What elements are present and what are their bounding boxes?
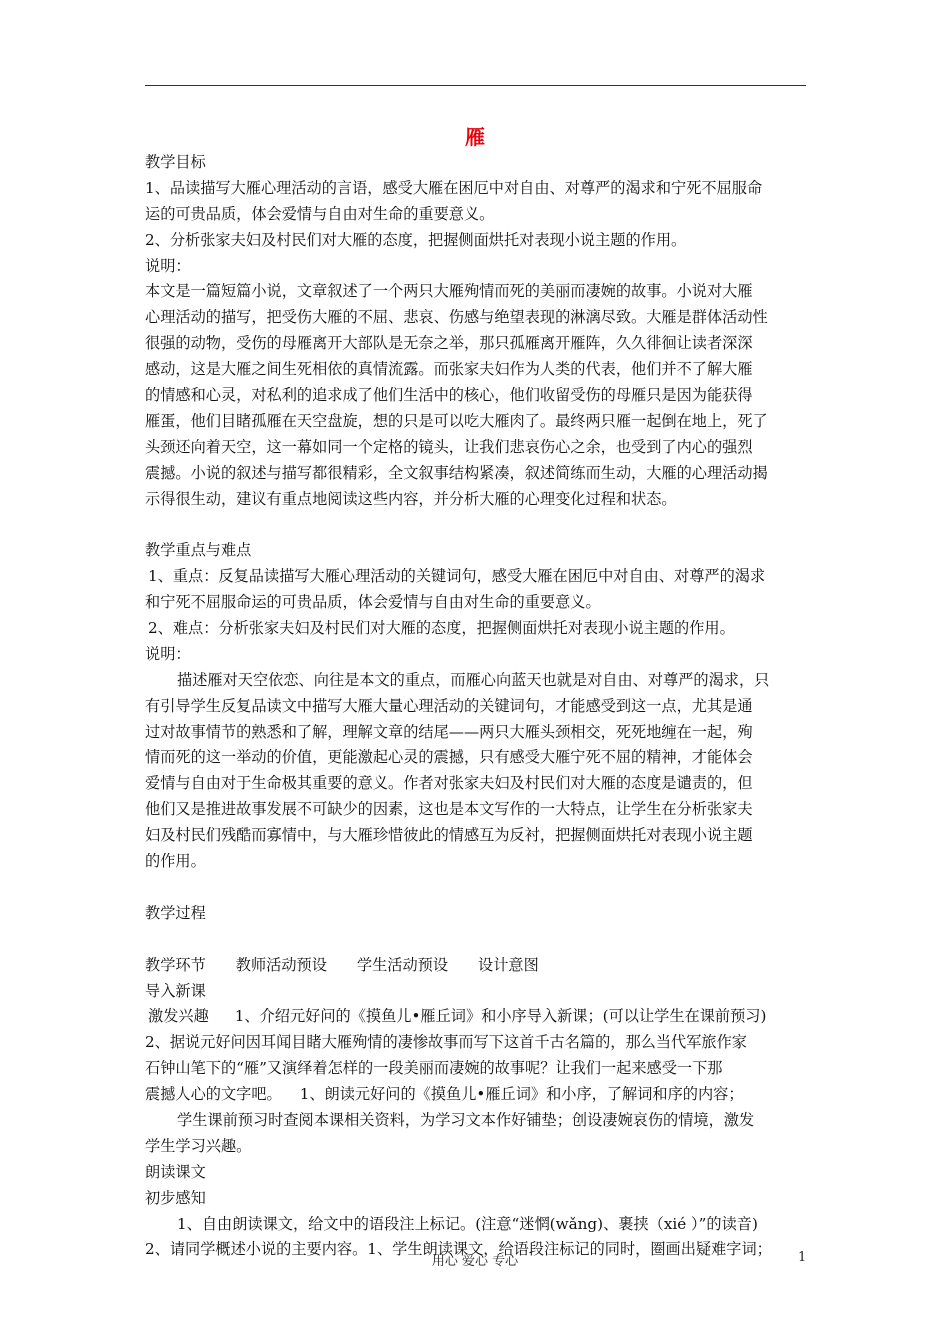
note-label: 说明： bbox=[145, 256, 191, 275]
note-line: 很强的动物，受伤的母雁离开大部队是无奈之举，那只孤雁离开雁阵，久久徘徊让读者深深 bbox=[145, 334, 753, 353]
teacher-activity: 石钟山笔下的“雁”又演绎着怎样的一段美丽而凄婉的故事呢？让我们一起来感受一下那 bbox=[145, 1059, 723, 1078]
note-line: 有引导学生反复品读文中描写大雁大量心理活动的关键词句，才能感受到这一点，尤其是通 bbox=[145, 696, 753, 715]
note-line: 过对故事情节的熟悉和了解，理解文章的结尾——两只大雁头颈相交，死死地缠在一起，殉 bbox=[145, 722, 753, 741]
note-line: 头颈还向着天空，这一幕如同一个定格的镜头，让我们悲哀伤心之余，也受到了内心的强烈 bbox=[145, 437, 753, 456]
note-line: 情而死的这一举动的价值，更能激起心灵的震撼，只有感受大雁宁死不屈的精神，才能体会 bbox=[145, 748, 753, 767]
teacher-activity: 1、自由朗读课文，给文中的语段注上标记。(注意“迷惘(wǎng)、裹挟（xié ）”的读音) bbox=[177, 1214, 758, 1233]
teacher-activity: 震撼人心的文字吧。 bbox=[145, 1085, 282, 1104]
goal-line: 2、分析张家夫妇及村民们对大雁的态度，把握侧面烘托对表现小说主题的作用。 bbox=[145, 230, 687, 249]
section-heading-process: 教学过程 bbox=[145, 903, 206, 922]
student-activity: 1、学生朗读课文，给语段注标记的同时，圈画出疑难字词； bbox=[367, 1240, 772, 1259]
student-activity: 1、朗读元好问的《摸鱼儿•雁丘词》和小序，了解词和序的内容； bbox=[299, 1085, 744, 1104]
column-intent: 设计意图 bbox=[478, 955, 539, 974]
keypoint-line: 2、难点：分析张家夫妇及村民们对大雁的态度，把握侧面烘托对表现小说主题的作用。 bbox=[148, 619, 735, 638]
note-line: 妇及村民们残酷而寡情中，与大雁珍惜彼此的情感互为反衬，把握侧面烘托对表现小说主题 bbox=[145, 826, 753, 845]
note-line: 心理活动的描写，把受伤大雁的不屈、悲哀、伤感与绝望表现的淋漓尽致。大雁是群体活动性 bbox=[145, 308, 768, 327]
document-body bbox=[145, 150, 815, 1263]
stage-sub: 激发兴趣 bbox=[148, 1007, 209, 1026]
stage-name: 导入新课 bbox=[145, 981, 206, 1000]
note-line: 感动，这是大雁之间生死相依的真情流露。而张家夫妇作为人类的代表，他们并不了解大雁 bbox=[145, 360, 753, 379]
footer-motto: 用心 爱心 专心 bbox=[431, 1254, 519, 1269]
goal-line: 1、品读描写大雁心理活动的言语，感受大雁在困厄中对自由、对尊严的渴求和宁死不屈服命 bbox=[145, 178, 763, 197]
note-label: 说明： bbox=[145, 644, 191, 663]
note-line: 爱情与自由对于生命极其重要的意义。作者对张家夫妇及村民们对大雁的态度是谴责的，但 bbox=[145, 774, 753, 793]
process-columns bbox=[145, 953, 815, 979]
teacher-student-line bbox=[145, 1082, 815, 1108]
keypoint-line: 1、重点：反复品读描写大雁心理活动的关键词句，感受大雁在困厄中对自由、对尊严的渴求 bbox=[148, 567, 766, 586]
note-line: 的情感和心灵，对私利的追求成了他们生活中的核心，他们收留受伤的母雁只是因为能获得 bbox=[145, 386, 753, 405]
design-intent: 学生学习兴趣。 bbox=[145, 1136, 252, 1155]
stage-sub: 初步感知 bbox=[145, 1188, 206, 1207]
page-title: 雁 bbox=[465, 125, 485, 149]
teacher-activity: 1、介绍元好问的《摸鱼儿•雁丘词》和小序导入新课；(可以让学生在课前预习) bbox=[234, 1007, 767, 1026]
column-teacher: 教师活动预设 bbox=[235, 955, 327, 974]
design-intent: 学生课前预习时查阅本课相关资料，为学习文本作好铺垫；创设凄婉哀伤的情境，激发 bbox=[177, 1110, 755, 1129]
note-line: 的作用。 bbox=[145, 852, 206, 871]
section-heading-keypoints: 教学重点与难点 bbox=[145, 541, 252, 560]
goal-line: 运的可贵品质，体会爱情与自由对生命的重要意义。 bbox=[145, 204, 495, 223]
header-rule bbox=[145, 85, 806, 86]
note-line: 描述雁对天空依恋、向往是本文的重点，而雁心向蓝天也就是对自由、对尊严的渴求，只 bbox=[177, 670, 770, 689]
column-student: 学生活动预设 bbox=[356, 955, 448, 974]
note-line: 他们又是推进故事发展不可缺少的因素，这也是本文写作的一大特点，让学生在分析张家夫 bbox=[145, 800, 753, 819]
note-line: 本文是一篇短篇小说，文章叙述了一个两只大雁殉情而死的美丽而凄婉的故事。小说对大雁 bbox=[145, 282, 753, 301]
page-number: 1 bbox=[798, 1250, 807, 1265]
note-line: 示得很生动，建议有重点地阅读这些内容，并分析大雁的心理变化过程和状态。 bbox=[145, 489, 677, 508]
teacher-activity: 2、请同学概述小说的主要内容。 bbox=[145, 1240, 368, 1259]
column-stage: 教学环节 bbox=[145, 955, 206, 974]
note-line: 雁蛋，他们目睹孤雁在天空盘旋，想的只是可以吃大雁肉了。最终两只雁一起倒在地上，死了 bbox=[145, 411, 768, 430]
teacher-activity: 2、据说元好问因耳闻目睹大雁殉情的凄惨故事而写下这首千古名篇的，那么当代军旅作家 bbox=[145, 1033, 747, 1052]
stage-name: 朗读课文 bbox=[145, 1162, 206, 1181]
section-heading-goals: 教学目标 bbox=[145, 153, 206, 171]
stage-sub-line bbox=[145, 1004, 815, 1030]
keypoint-line: 和宁死不屈服命运的可贵品质，体会爱情与自由对生命的重要意义。 bbox=[145, 593, 601, 612]
note-line: 震撼。小说的叙述与描写都很精彩，全文叙事结构紧凑，叙述简练而生动，大雁的心理活动揭 bbox=[145, 463, 768, 482]
